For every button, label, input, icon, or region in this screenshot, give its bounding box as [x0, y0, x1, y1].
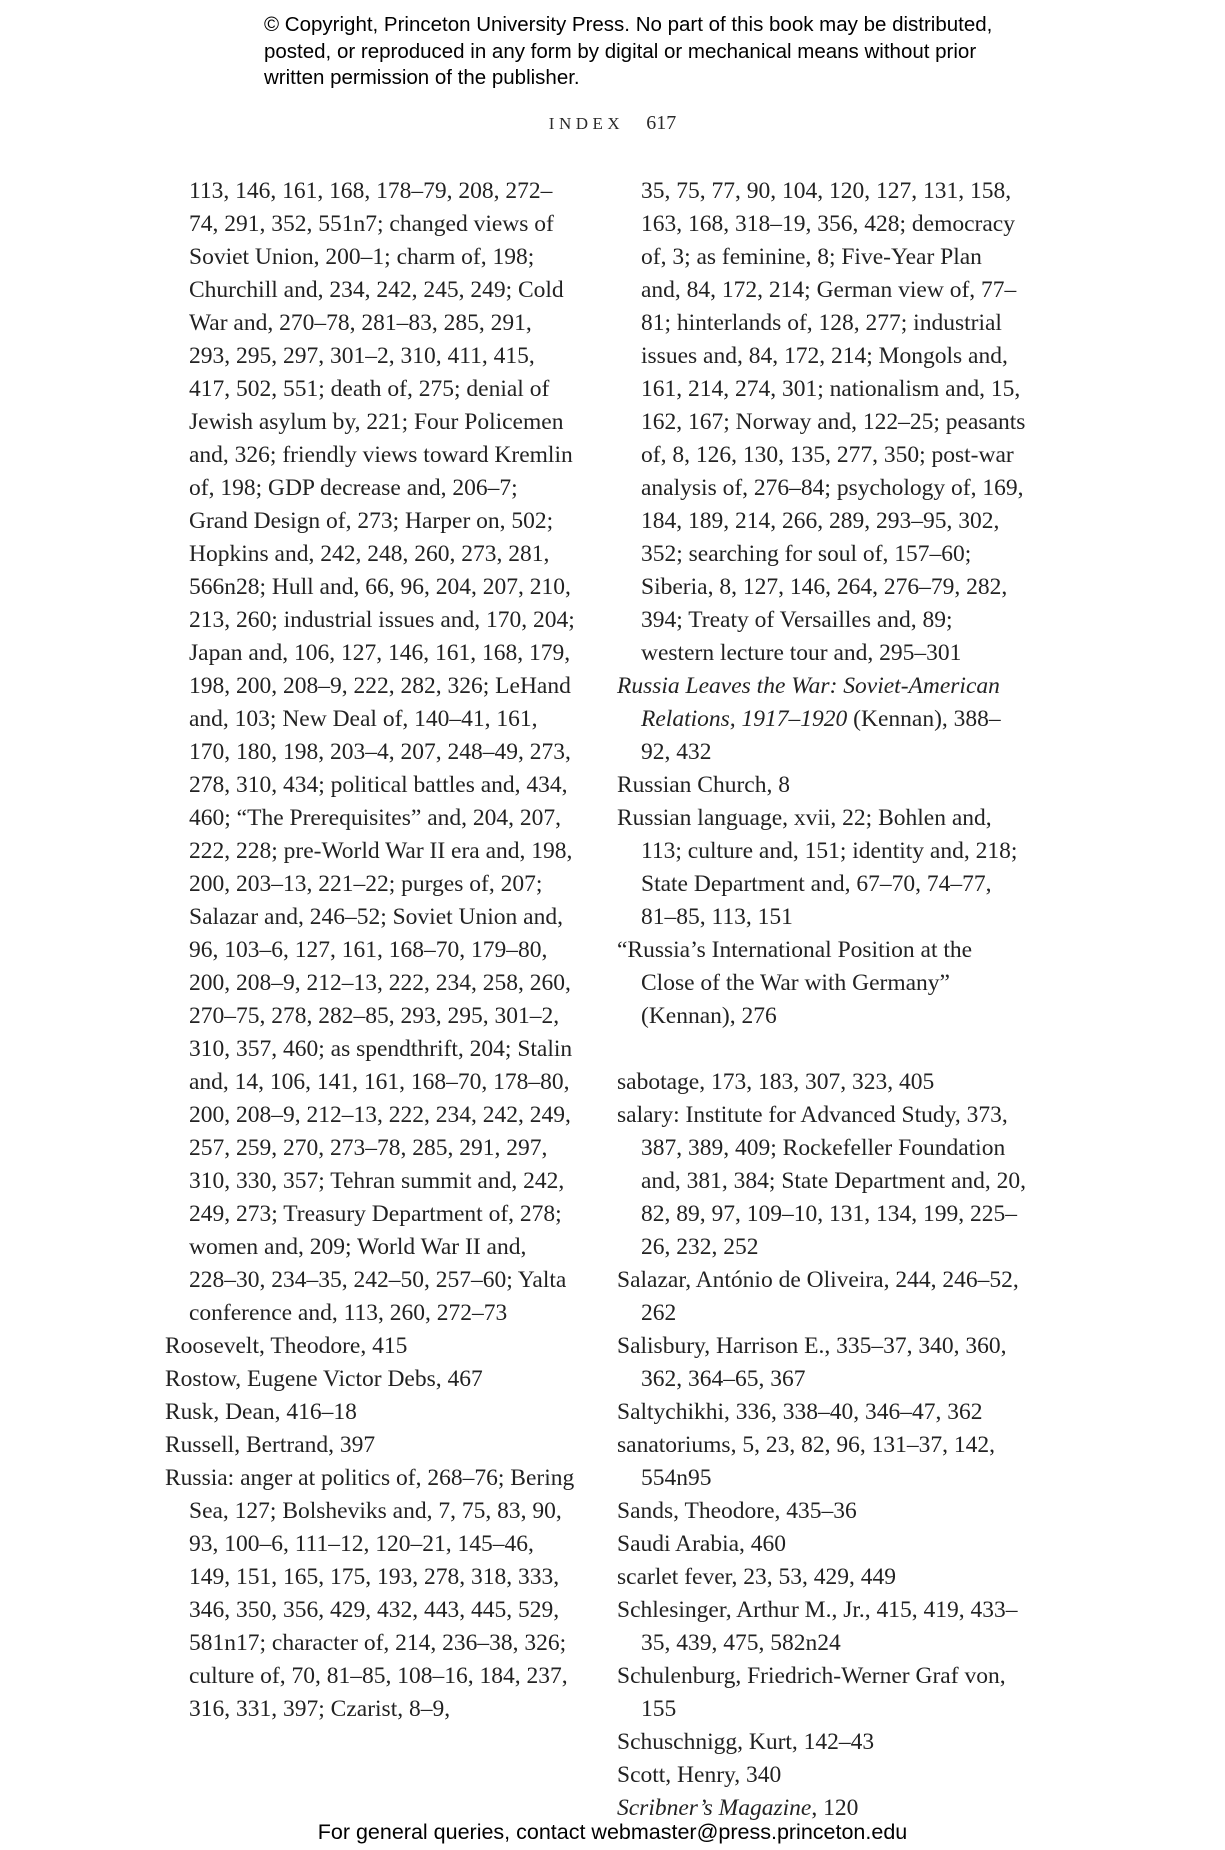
index-entry: Salazar, António de Oliveira, 244, 246–52, 262: [617, 1267, 1019, 1326]
index-entry: salary: Institute for Advanced Study, 373, 387, 389, 409; Rockefeller Foundation and, 381, 384; State Department and, 20, 82, 89, 97, 109–10, 131, 134, 199, 225–26, 232, 252: [617, 1102, 1027, 1260]
magazine-title: Scribner’s Magazine: [617, 1795, 812, 1821]
index-entry: [617, 670, 1027, 769]
copyright-notice: © Copyright, Princeton University Press. No part of this book may be distributed, posted, or reproduced in any form by digital or mechanical means without prior written permission of the publisher.: [264, 13, 993, 89]
index-entry: Russian language, xvii, 22; Bohlen and, 113; culture and, 151; identity and, 218; State Department and, 67–70, 74–77, 81–85, 113, 151: [617, 805, 1018, 930]
index-entry: Schuschnigg, Kurt, 142–43: [617, 1729, 875, 1755]
letter-section-gap: [617, 1033, 1027, 1066]
index-entry: Russell, Bertrand, 397: [165, 1432, 376, 1458]
index-entry: sanatoriums, 5, 23, 82, 96, 131–37, 142, 554n95: [617, 1432, 995, 1491]
page-number: 617: [646, 112, 677, 134]
index-entry: Rostow, Eugene Victor Debs, 467: [165, 1366, 483, 1392]
index-entry: scarlet fever, 23, 53, 429, 449: [617, 1564, 897, 1590]
index-column-left: [165, 175, 575, 1726]
index-entry: Sands, Theodore, 435–36: [617, 1498, 857, 1524]
index-entry: Salisbury, Harrison E., 335–37, 340, 360, 362, 364–65, 367: [617, 1333, 1007, 1392]
index-entry: Russia: anger at politics of, 268–76; Bering Sea, 127; Bolsheviks and, 7, 75, 83, 90, 93, 100–6, 111–12, 120–21, 145–46, 149, 151, 165, 175, 193, 278, 318, 333, 346, 350, 356, 429, 432, 443, 445, 529, 581n17; character of, 214, 236–38, 326; culture of, 70, 81–85, 108–16, 184, 237, 316, 331, 397; Czarist, 8–9,: [165, 1465, 575, 1722]
index-entry: Roosevelt, Theodore, 415: [165, 1333, 408, 1359]
index-entry-continuation: 35, 75, 77, 90, 104, 120, 127, 131, 158, 163, 168, 318–19, 356, 428; democracy of, 3; as feminine, 8; Five-Year Plan and, 84, 172, 214; German view of, 77–81; hinterlands of, 128, 277; industrial issues and, 84, 172, 214; Mongols and, 161, 214, 274, 301; nationalism and, 15, 162, 167; Norway and, 122–25; peasants of, 8, 126, 130, 135, 277, 350; post-war analysis of, 276–84; psychology of, 169, 184, 189, 214, 266, 289, 293–95, 302, 352; searching for soul of, 157–60; Siberia, 8, 127, 146, 264, 276–79, 282, 394; Treaty of Versailles and, 89; western lecture tour and, 295–301: [641, 178, 1026, 666]
index-entry: sabotage, 173, 183, 307, 323, 405: [617, 1069, 935, 1095]
index-entry: Russian Church, 8: [617, 772, 790, 798]
index-entry-pages: , 120: [811, 1795, 859, 1821]
index-entry: “Russia’s International Position at the Close of the War with Germany” (Kennan), 276: [617, 937, 973, 1029]
running-head-label: INDEX: [548, 114, 625, 133]
index-column-right: [617, 175, 1027, 1825]
index-entry: Rusk, Dean, 416–18: [165, 1399, 357, 1425]
index-entry-continuation: 113, 146, 161, 168, 178–79, 208, 272–74, 291, 352, 551n7; changed views of Soviet Union, 200–1; charm of, 198; Churchill and, 234, 242, 245, 249; Cold War and, 270–78, 281–83, 285, 291, 293, 295, 297, 301–2, 310, 411, 415, 417, 502, 551; death of, 275; denial of Jewish asylum by, 221; Four Policemen and, 326; friendly views toward Kremlin of, 198; GDP decrease and, 206–7; Grand Design of, 273; Harper on, 502; Hopkins and, 242, 248, 260, 273, 281, 566n28; Hull and, 66, 96, 204, 207, 210, 213, 260; industrial issues and, 170, 204; Japan and, 106, 127, 146, 161, 168, 179, 198, 200, 208–9, 222, 282, 326; LeHand and, 103; New Deal of, 140–41, 161, 170, 180, 198, 203–4, 207, 248–49, 273, 278, 310, 434; political battles and, 434, 460; “The Prerequisites” and, 204, 207, 222, 228; pre-World War II era and, 198, 200, 203–13, 221–22; purges of, 207; Salazar and, 246–52; Soviet Union and, 96, 103–6, 127, 161, 168–70, 179–80, 200, 208–9, 212–13, 222, 234, 258, 260, 270–75, 278, 282–85, 293, 295, 301–2, 310, 357, 460; as spendthrift, 204; Stalin and, 14, 106, 141, 161, 168–70, 178–80, 200, 208–9, 212–13, 222, 234, 242, 249, 257, 259, 270, 273–78, 285, 291, 297, 310, 330, 357; Tehran summit and, 242, 249, 273; Treasury Department of, 278; women and, 209; World War II and, 228–30, 234–35, 242–50, 257–60; Yalta conference and, 113, 260, 272–73: [189, 178, 575, 1326]
index-entry: Saudi Arabia, 460: [617, 1531, 787, 1557]
index-entry: Scott, Henry, 340: [617, 1762, 782, 1788]
index-entry: Schlesinger, Arthur M., Jr., 415, 419, 433–35, 439, 475, 582n24: [617, 1597, 1018, 1656]
index-entry-pages: (Kennan), 388–92, 432: [641, 706, 1001, 765]
running-head: [0, 112, 1225, 135]
index-entry: Schulenburg, Friedrich-Werner Graf von, 155: [617, 1663, 1006, 1722]
footer-contact: For general queries, contact webmaster@press.princeton.edu: [317, 1820, 908, 1844]
book-title: Russia Leaves the War: Soviet-American Relations, 1917–1920: [617, 673, 1000, 732]
index-entry: Saltychikhi, 336, 338–40, 346–47, 362: [617, 1399, 983, 1425]
